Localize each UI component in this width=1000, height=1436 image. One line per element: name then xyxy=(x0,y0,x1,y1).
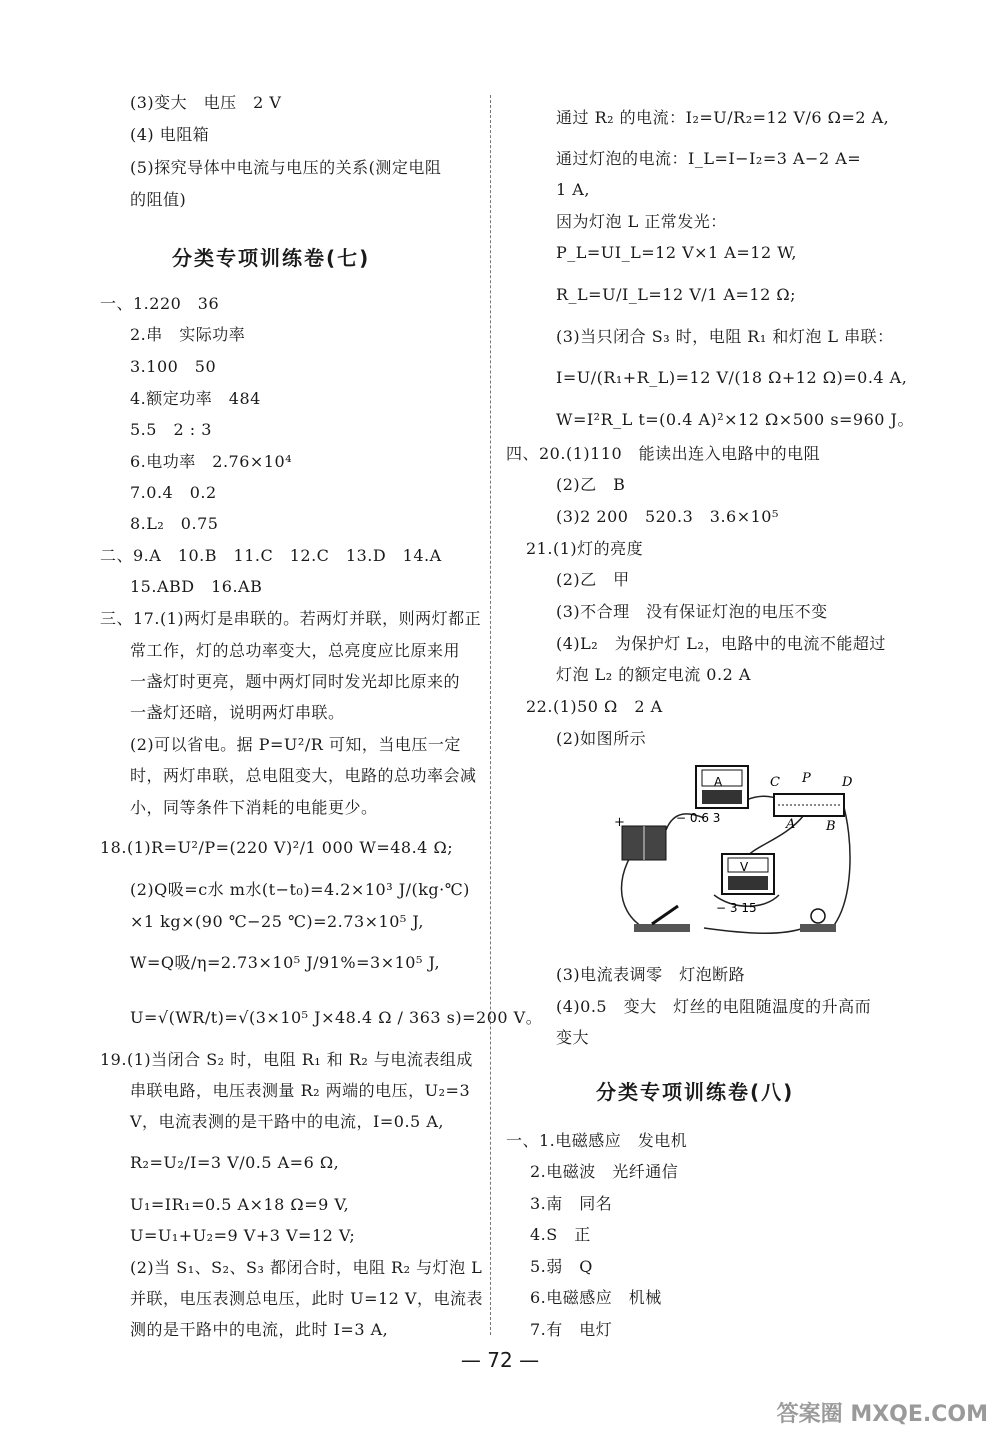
text-line: (5)探究导体中电流与电压的关系(测定电阻 xyxy=(130,158,442,177)
text-line: 3.100 50 xyxy=(130,357,217,376)
text-line: 18.(1)R=U²/P=(220 V)²/1 000 W=48.4 Ω; xyxy=(100,838,454,857)
text-line: P_L=UI_L=12 V×1 A=12 W, xyxy=(556,243,797,262)
text-line: 变大 xyxy=(556,1028,590,1047)
ammeter-terminals-label: − 0.6 3 xyxy=(676,811,721,825)
text-line: 测的是干路中的电流，此时 I=3 A, xyxy=(130,1320,389,1339)
text-line: 通过灯泡的电流：I_L=I−I₂=3 A−2 A= xyxy=(556,149,862,168)
section-heading: 分类专项训练卷(七) xyxy=(172,246,371,270)
voltmeter-label: V xyxy=(740,860,749,874)
text-line: 常工作，灯的总功率变大，总亮度应比原来用 xyxy=(130,641,461,660)
voltmeter-terminals-label: − 3 15 xyxy=(716,901,757,915)
text-line: 时，两灯串联，总电阻变大，电路的总功率会减 xyxy=(130,766,477,785)
text-line: U=U₁+U₂=9 V+3 V=12 V; xyxy=(130,1226,356,1245)
watermark: 答案圈 MXQE.COM xyxy=(776,1402,988,1427)
text-line: (2)可以省电。据 P=U²/R 可知，当电压一定 xyxy=(130,735,461,754)
text-line: R_L=U/I_L=12 V/1 A=12 Ω; xyxy=(556,285,797,304)
text-line: (2)Q吸=c水 m水(t−t₀)=4.2×10³ J/(kg·℃) xyxy=(130,880,470,899)
text-line: 并联，电压表测总电压，此时 U=12 V，电流表 xyxy=(130,1289,483,1308)
text-line: 8.L₂ 0.75 xyxy=(130,514,219,533)
rheostat-icon xyxy=(774,794,844,816)
label-c: C xyxy=(770,775,780,790)
label-p: P xyxy=(802,771,811,786)
text-line: 3.南 同名 xyxy=(530,1194,613,1213)
text-line: I=U/(R₁+R_L)=12 V/(18 Ω+12 Ω)=0.4 A, xyxy=(556,368,908,387)
section-heading: 分类专项训练卷(八) xyxy=(596,1080,795,1104)
text-line: (3)不合理 没有保证灯泡的电压不变 xyxy=(556,602,828,621)
text-line: 三、17.(1)两灯是串联的。若两灯并联，则两灯都正 xyxy=(100,609,482,628)
ammeter-label: A xyxy=(714,775,723,789)
text-line: 四、20.(1)110 能读出连入电路中的电阻 xyxy=(506,444,821,463)
text-line: (3)电流表调零 灯泡断路 xyxy=(556,965,746,984)
text-line: (3)2 200 520.3 3.6×10⁵ xyxy=(556,507,779,526)
text-line: 6.电功率 2.76×10⁴ xyxy=(130,452,293,471)
text-line: 4.S 正 xyxy=(530,1225,591,1244)
text-line: (2)乙 B xyxy=(556,475,626,494)
text-line: 串联电路，电压表测量 R₂ 两端的电压，U₂=3 xyxy=(130,1081,471,1100)
text-line: 因为灯泡 L 正常发光： xyxy=(556,212,727,231)
text-line: ×1 kg×(90 ℃−25 ℃)=2.73×10⁵ J, xyxy=(130,912,424,931)
label-plus: + xyxy=(614,815,625,830)
text-line: V，电流表测的是干路中的电流，I=0.5 A, xyxy=(130,1112,444,1131)
label-b: B xyxy=(826,819,836,834)
text-line: 小，同等条件下消耗的电能更少。 xyxy=(130,798,378,817)
text-line: 通过 R₂ 的电流：I₂=U/R₂=12 V/6 Ω=2 A, xyxy=(556,108,890,127)
text-line: (2)如图所示 xyxy=(556,729,647,748)
text-line: 15.ABD 16.AB xyxy=(130,577,263,596)
text-line: (4) 电阻箱 xyxy=(130,125,210,144)
text-line: (3)变大 电压 2 V xyxy=(130,93,282,112)
text-line: (3)当只闭合 S₃ 时，电阻 R₁ 和灯泡 L 串联： xyxy=(556,327,894,346)
label-a: A xyxy=(786,817,796,832)
column-divider xyxy=(490,95,491,1335)
text-line: 二、9.A 10.B 11.C 12.C 13.D 14.A xyxy=(100,546,442,565)
page-number: — 72 — xyxy=(460,1348,540,1372)
text-line: (4)0.5 变大 灯丝的电阻随温度的升高而 xyxy=(556,997,872,1016)
text-line: 5.弱 Q xyxy=(530,1257,593,1276)
text-line: 7.有 电灯 xyxy=(530,1320,613,1339)
text-line: 21.(1)灯的亮度 xyxy=(526,539,644,558)
text-line: 22.(1)50 Ω 2 A xyxy=(526,697,663,716)
text-line: 7.0.4 0.2 xyxy=(130,483,217,502)
text-line: 一盏灯还暗，说明两灯串联。 xyxy=(130,703,345,722)
text-line: U₁=IR₁=0.5 A×18 Ω=9 V, xyxy=(130,1195,350,1214)
text-line: 一、1.电磁感应 发电机 xyxy=(506,1131,688,1150)
text-line: W=Q吸/η=2.73×10⁵ J/91%=3×10⁵ J, xyxy=(130,953,441,972)
text-line: 灯泡 L₂ 的额定电流 0.2 A xyxy=(556,665,751,684)
text-line: 一、1.220 36 xyxy=(100,294,220,313)
text-line: W=I²R_L t=(0.4 A)²×12 Ω×500 s=960 J。 xyxy=(556,410,914,429)
text-line: 一盏灯时更亮，题中两灯同时发光却比原来的 xyxy=(130,672,461,691)
text-line: 的阻值) xyxy=(130,190,187,209)
text-line: R₂=U₂/I=3 V/0.5 A=6 Ω, xyxy=(130,1153,340,1172)
text-line: (4)L₂ 为保护灯 L₂，电路中的电流不能超过 xyxy=(556,634,886,653)
switch-icon xyxy=(634,924,690,932)
text-line: 5.5 2 : 3 xyxy=(130,420,212,439)
text-line: 6.电磁感应 机械 xyxy=(530,1288,662,1307)
text-line: 2.串 实际功率 xyxy=(130,325,246,344)
text-line: 19.(1)当闭合 S₂ 时，电阻 R₁ 和 R₂ 与电流表组成 xyxy=(100,1050,473,1069)
lamp-icon xyxy=(800,924,836,932)
circuit-diagram xyxy=(604,760,860,948)
text-line: U=√(WR/t)=√(3×10⁵ J×48.4 Ω / 363 s)=200 V。 xyxy=(130,1008,543,1027)
text-line: (2)乙 甲 xyxy=(556,570,630,589)
text-line: (2)当 S₁、S₂、S₃ 都闭合时，电阻 R₂ 与灯泡 L xyxy=(130,1258,483,1277)
text-line: 1 A, xyxy=(556,180,590,199)
text-line: 2.电磁波 光纤通信 xyxy=(530,1162,679,1181)
label-d: D xyxy=(842,775,853,790)
text-line: 4.额定功率 484 xyxy=(130,389,261,408)
